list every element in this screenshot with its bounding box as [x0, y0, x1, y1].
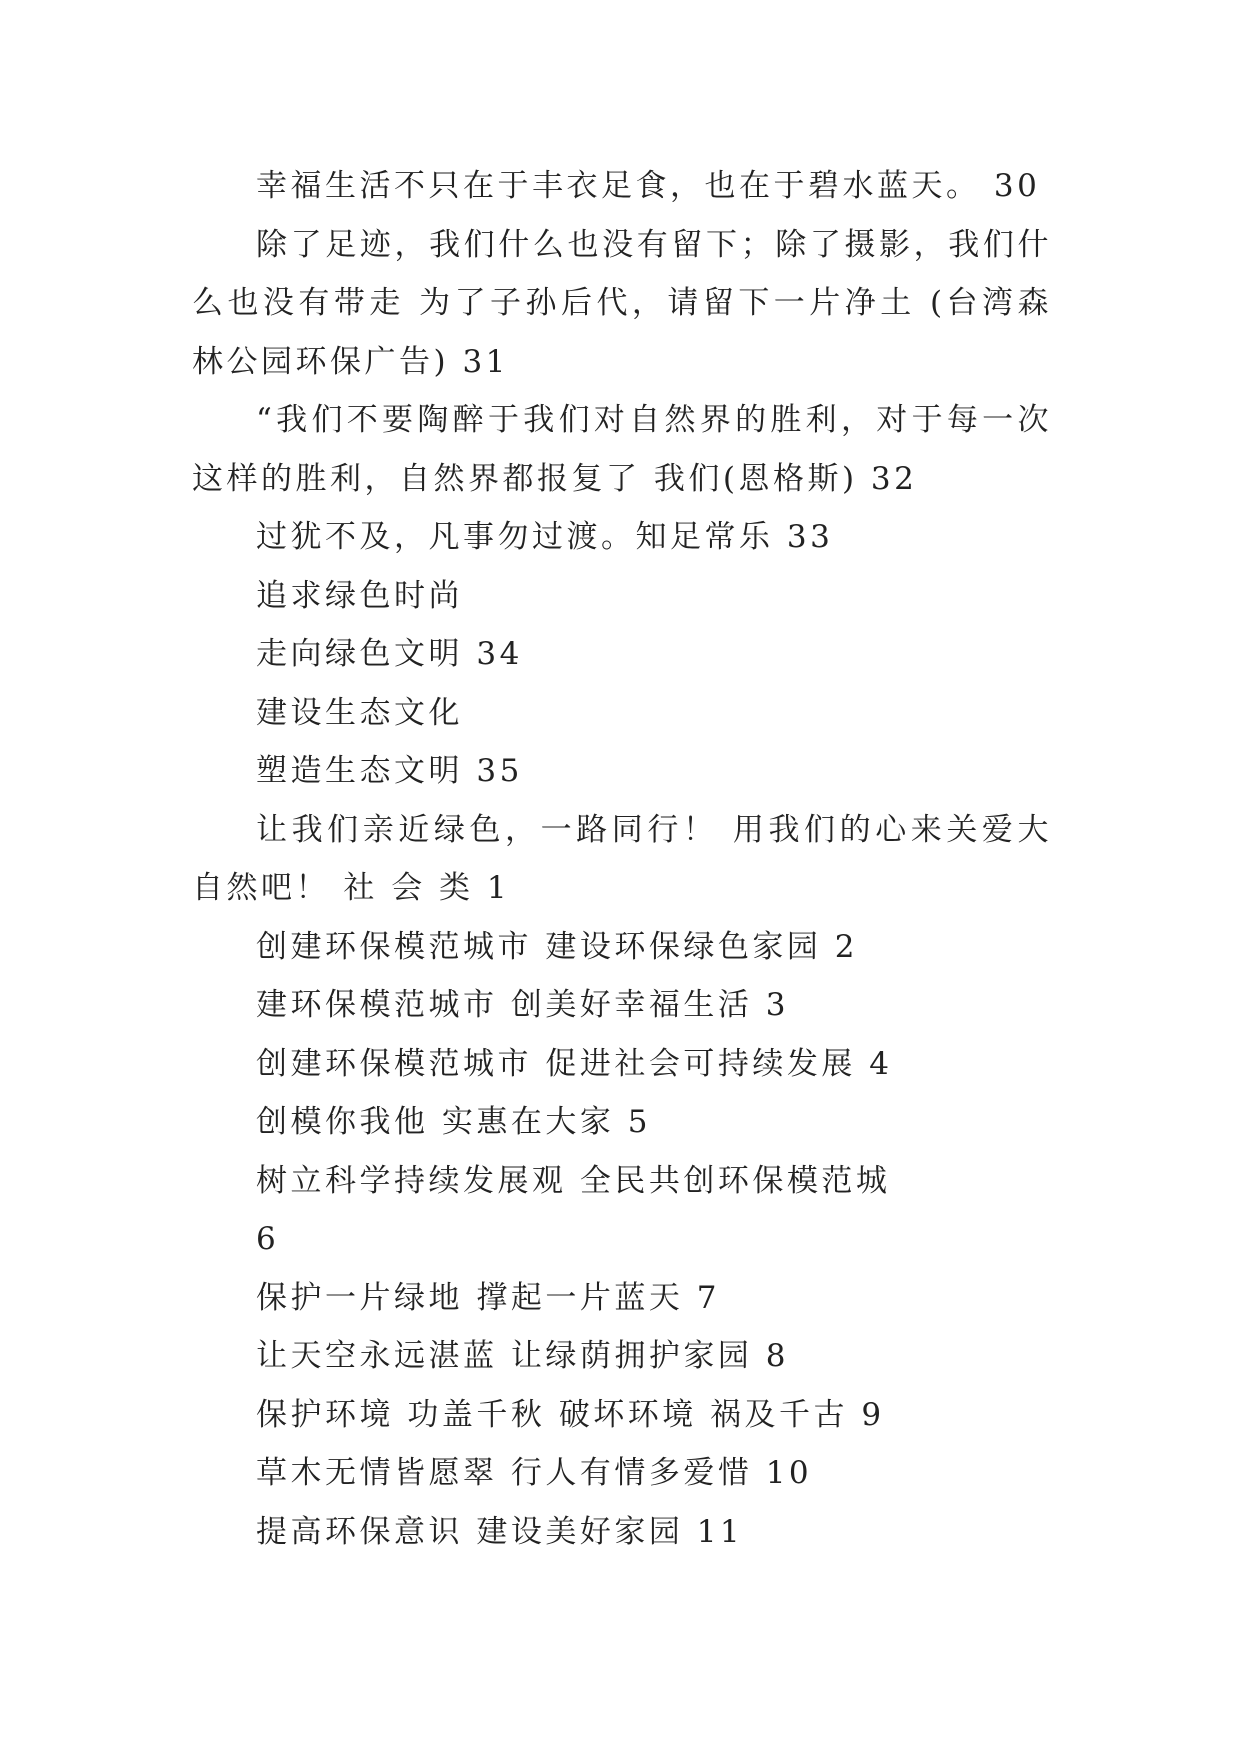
paragraph: 提高环保意识 建设美好家园 11	[256, 1513, 744, 1550]
paragraph: 除了足迹，我们什么也没有留下；除了摄影，我们什么也没有带走 为了子孙后代，请留下一片净土 (台湾森林公园环保广告) 31	[192, 226, 1052, 380]
paragraph: 6	[256, 1221, 280, 1257]
paragraph: 树立科学持续发展观 全民共创环保模范城	[256, 1162, 891, 1199]
paragraph: 创建环保模范城市 建设环保绿色家园 2	[256, 928, 858, 965]
document-body	[192, 157, 1052, 1561]
paragraph: 建设生态文化	[256, 694, 463, 731]
paragraph: 塑造生态文明 35	[256, 753, 523, 789]
paragraph: “我们不要陶醉于我们对自然界的胜利，对于每一次这样的胜利，自然界都报复了 我们(恩格斯) 32	[192, 402, 1052, 497]
paragraph: 让我们亲近绿色，一路同行！ 用我们的心来关爱大自然吧！ 社 会 类 1	[192, 811, 1052, 906]
paragraph: 过犹不及，凡事勿过渡。知足常乐 33	[256, 519, 834, 555]
paragraph: 草木无情皆愿翠 行人有情多爱惜 10	[256, 1455, 813, 1491]
paragraph: 让天空永远湛蓝 让绿荫拥护家园 8	[256, 1338, 789, 1374]
paragraph: 走向绿色文明 34	[256, 636, 523, 672]
paragraph: 追求绿色时尚	[256, 577, 463, 614]
paragraph: 创模你我他 实惠在大家 5	[256, 1104, 651, 1140]
paragraph: 幸福生活不只在于丰衣足食，也在于碧水蓝天。 30	[256, 168, 1041, 204]
paragraph: 保护一片绿地 撑起一片蓝天 7	[256, 1279, 720, 1316]
paragraph: 创建环保模范城市 促进社会可持续发展 4	[256, 1045, 893, 1082]
paragraph: 保护环境 功盖千秋 破坏环境 祸及千古 9	[256, 1396, 885, 1433]
paragraph: 建环保模范城市 创美好幸福生活 3	[256, 987, 789, 1023]
